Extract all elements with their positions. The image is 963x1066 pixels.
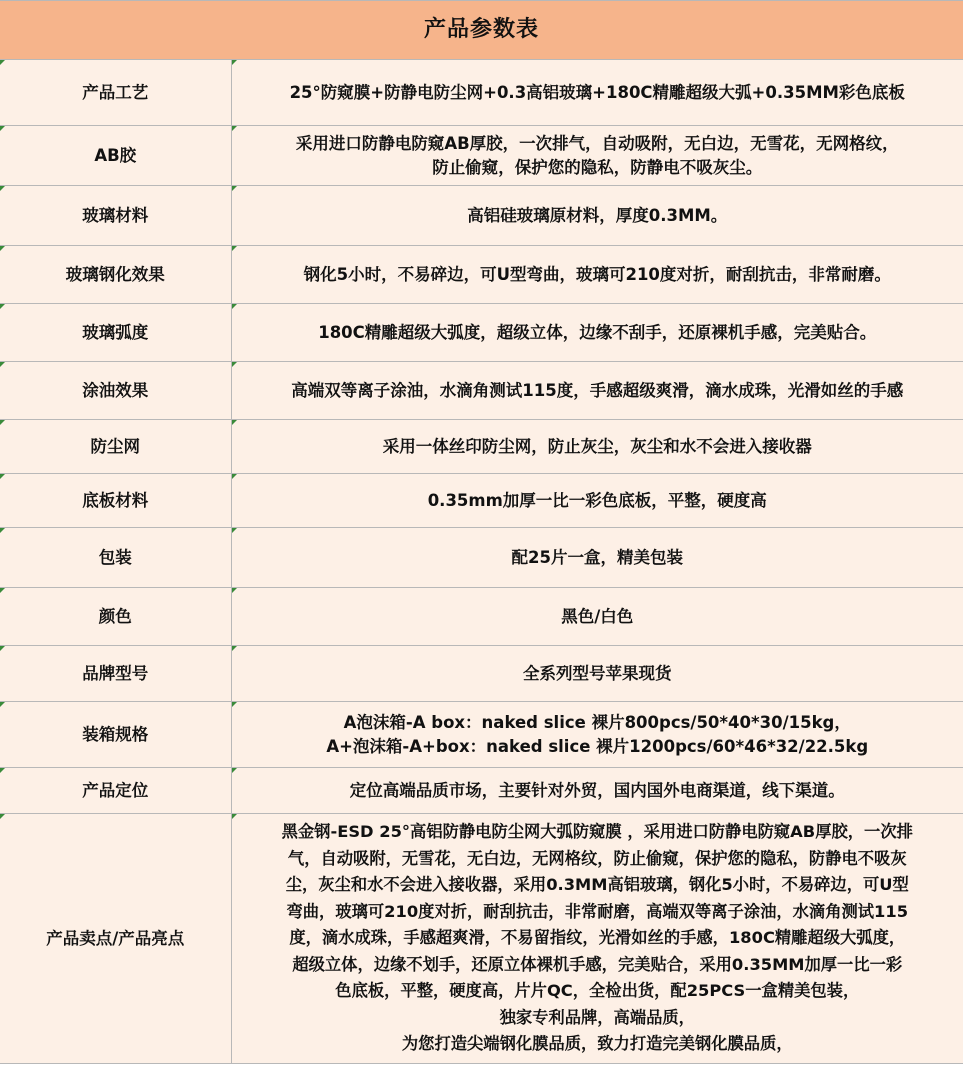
table-row xyxy=(0,362,963,420)
value-line: A+泡沫箱-A+box：naked slice 裸片1200pcs/60*46*32/22.5kg xyxy=(326,736,869,756)
table-row xyxy=(0,60,963,126)
row-label: 产品工艺 xyxy=(0,60,231,126)
row-label: AB胶 xyxy=(0,126,231,186)
value-line: 独家专利品牌，高端品质， xyxy=(499,1007,695,1027)
value-line: 黑金钢-ESD 25°高铝防静电防尘网大弧防窥膜 ，采用进口防静电防窥AB厚胶，一次排 xyxy=(281,822,913,842)
table-row xyxy=(0,420,963,474)
table-row xyxy=(0,588,963,646)
row-label: 涂油效果 xyxy=(0,362,231,420)
value-line: 0.35mm加厚一比一彩色底板，平整，硬度高 xyxy=(427,490,767,510)
value-line: 采用一体丝印防尘网，防止灰尘，灰尘和水不会进入接收器 xyxy=(382,436,812,456)
row-label: 产品定位 xyxy=(0,768,231,814)
row-value xyxy=(231,186,963,246)
value-line: 弯曲，玻璃可210度对折，耐刮抗击，非常耐磨，高端双等离子涂油，水滴角测试115 xyxy=(286,901,909,921)
row-value xyxy=(231,246,963,304)
value-line: 高铝硅玻璃原材料，厚度0.3MM。 xyxy=(467,205,728,225)
row-label: 品牌型号 xyxy=(0,646,231,702)
value-line: 色底板，平整，硬度高，片片QC，全检出货，配25PCS一盒精美包装， xyxy=(335,981,860,1001)
value-line: 为您打造尖端钢化膜品质，致力打造完美钢化膜品质， xyxy=(401,1034,793,1054)
row-value xyxy=(231,814,963,1064)
table-row xyxy=(0,814,963,1064)
value-line: 25°防窥膜+防静电防尘网+0.3高铝玻璃+180C精雕超级大弧+0.35MM彩色底板 xyxy=(289,82,905,102)
value-line: 定位高端品质市场，主要针对外贸，国内国外电商渠道，线下渠道。 xyxy=(349,780,845,800)
row-value xyxy=(231,702,963,768)
table-row xyxy=(0,246,963,304)
row-value xyxy=(231,60,963,126)
row-label: 防尘网 xyxy=(0,420,231,474)
row-value xyxy=(231,768,963,814)
row-label: 玻璃材料 xyxy=(0,186,231,246)
table-row xyxy=(0,646,963,702)
table-row xyxy=(0,186,963,246)
value-line: 度，滴水成珠，手感超爽滑，不易留指纹，光滑如丝的手感，180C精雕超级大弧度， xyxy=(289,928,906,948)
row-value xyxy=(231,126,963,186)
value-line: 采用进口防静电防窥AB厚胶，一次排气，自动吸附，无白边，无雪花，无网格纹， xyxy=(295,133,899,153)
row-label: 颜色 xyxy=(0,588,231,646)
value-line: 180C精雕超级大弧度，超级立体，边缘不刮手，还原裸机手感，完美贴合。 xyxy=(318,322,877,342)
row-label: 底板材料 xyxy=(0,474,231,528)
table-row xyxy=(0,528,963,588)
value-line: 钢化5小时，不易碎边，可U型弯曲，玻璃可210度对折，耐刮抗击，非常耐磨。 xyxy=(303,264,891,284)
value-line: 防止偷窥，保护您的隐私，防静电不吸灰尘。 xyxy=(432,157,763,177)
value-line: 配25片一盒，精美包装 xyxy=(511,547,683,567)
table-row xyxy=(0,702,963,768)
row-value xyxy=(231,528,963,588)
row-label: 装箱规格 xyxy=(0,702,231,768)
row-label: 包装 xyxy=(0,528,231,588)
row-value xyxy=(231,646,963,702)
value-line: 尘，灰尘和水不会进入接收器，采用0.3MM高铝玻璃，钢化5小时，不易碎边，可U型 xyxy=(285,875,909,895)
row-label: 产品卖点/产品亮点 xyxy=(0,814,231,1064)
row-label: 玻璃弧度 xyxy=(0,304,231,362)
value-line: A泡沫箱-A box：naked slice 裸片800pcs/50*40*30/15kg， xyxy=(343,712,851,732)
row-value xyxy=(231,420,963,474)
table-row xyxy=(0,304,963,362)
row-value xyxy=(231,304,963,362)
row-label: 玻璃钢化效果 xyxy=(0,246,231,304)
value-line: 气，自动吸附，无雪花，无白边，无网格纹，防止偷窥，保护您的隐私，防静电不吸灰 xyxy=(287,848,907,868)
row-value xyxy=(231,588,963,646)
table-row xyxy=(0,126,963,186)
row-value xyxy=(231,362,963,420)
table-title: 产品参数表 xyxy=(0,1,963,60)
value-line: 超级立体，边缘不划手，还原立体裸机手感，完美贴合，采用0.35MM加厚一比一彩 xyxy=(292,954,903,974)
value-line: 黑色/白色 xyxy=(561,606,634,626)
row-value xyxy=(231,474,963,528)
value-line: 高端双等离子涂油，水滴角测试115度，手感超级爽滑，滴水成珠，光滑如丝的手感 xyxy=(291,380,904,400)
value-line: 全系列型号苹果现货 xyxy=(523,663,672,683)
title-row xyxy=(0,1,963,60)
table-row xyxy=(0,768,963,814)
table-row xyxy=(0,474,963,528)
